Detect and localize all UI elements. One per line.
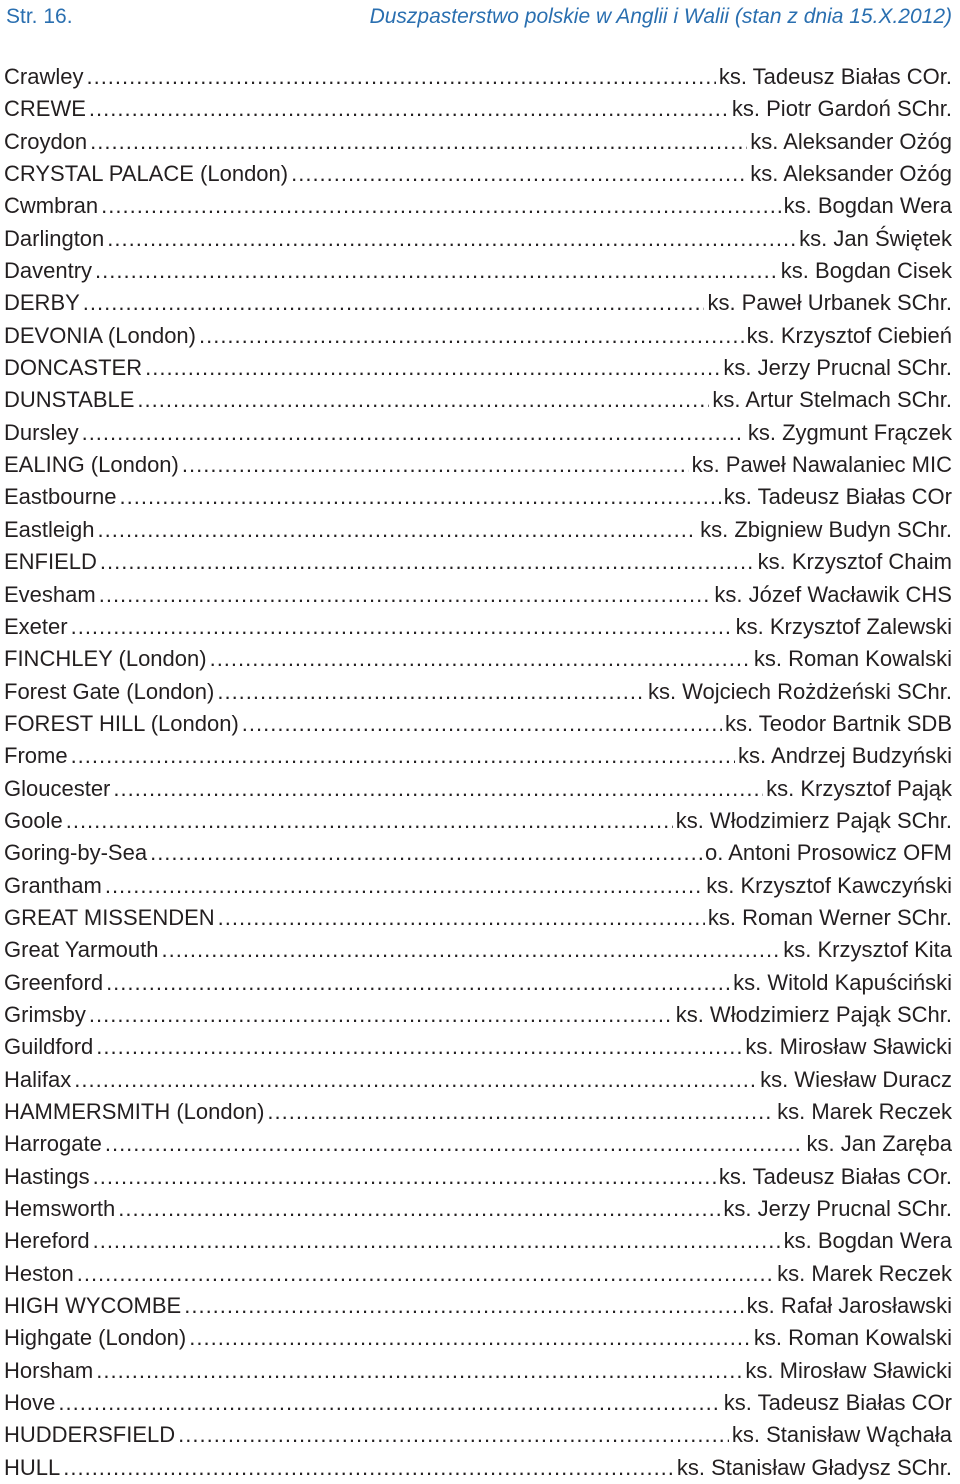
place-name: Hastings xyxy=(4,1163,90,1189)
place-name: EALING (London) xyxy=(4,452,179,478)
dot-leader xyxy=(93,1225,781,1257)
priest-name: ks. Rafał Jarosławski xyxy=(746,1293,952,1319)
priest-name: ks. Krzysztof Chaim xyxy=(757,549,952,575)
priest-name: ks. Andrzej Budzyński xyxy=(738,743,952,769)
priest-name: ks. Marek Reczek xyxy=(777,1099,952,1124)
place-name: Hemsworth xyxy=(4,1196,116,1222)
list-item xyxy=(4,773,952,805)
priest-name: ks. Krzysztof Kawczyński xyxy=(706,872,952,898)
dot-leader xyxy=(77,1258,774,1290)
priest-name: ks. Józef Wacławik CHS xyxy=(714,581,952,607)
priest-name: ks. Krzysztof Kita xyxy=(783,937,952,963)
dot-leader xyxy=(90,126,747,158)
list-item xyxy=(4,999,952,1031)
place-name: Dursley xyxy=(4,419,79,445)
priest-name: ks. Roman Werner SChr. xyxy=(707,904,952,930)
place-name: Eastbourne xyxy=(4,484,117,510)
priest-name: ks. Stanisław Gładysz SChr. xyxy=(676,1454,952,1480)
list-item xyxy=(4,1225,952,1257)
list-item xyxy=(4,967,952,999)
list-item xyxy=(4,1258,952,1290)
place-name: Halifax xyxy=(4,1066,72,1092)
place-name: Forest Gate (London) xyxy=(4,678,215,704)
page-header xyxy=(6,0,952,34)
place-name: Greenford xyxy=(4,969,104,995)
list-item xyxy=(4,190,952,222)
dot-leader xyxy=(145,352,720,384)
dot-leader xyxy=(93,1161,716,1193)
dot-leader xyxy=(267,1096,774,1128)
list-item xyxy=(4,902,952,934)
place-name: Eastleigh xyxy=(4,516,95,542)
priest-name: ks. Stanisław Wąchała xyxy=(731,1422,952,1448)
priest-name: ks. Piotr Gardoń SChr. xyxy=(731,96,952,122)
dot-leader xyxy=(150,837,702,869)
place-name: DERBY xyxy=(4,290,80,316)
list-item xyxy=(4,643,952,675)
list-item xyxy=(4,676,952,708)
list-item xyxy=(4,352,952,384)
dot-leader xyxy=(95,255,778,287)
place-name: DONCASTER xyxy=(4,355,143,381)
place-name: Highgate (London) xyxy=(4,1325,187,1351)
list-item xyxy=(4,740,952,772)
dot-leader xyxy=(105,1128,804,1160)
place-name: Cwmbran xyxy=(4,193,99,219)
list-item xyxy=(4,384,952,416)
list-item xyxy=(4,1193,952,1225)
priest-name: ks. Aleksander Ożóg xyxy=(750,128,952,154)
list-item xyxy=(4,1419,952,1451)
dot-leader xyxy=(107,223,796,255)
list-item xyxy=(4,1355,952,1387)
priest-name: ks. Roman Kowalski xyxy=(753,1325,952,1351)
place-name: Evesham xyxy=(4,581,96,607)
priest-name: ks. Tadeusz Białas COr xyxy=(723,484,952,510)
priest-name: ks. Tadeusz Białas COr xyxy=(723,1390,952,1416)
dot-leader xyxy=(89,999,673,1031)
place-name: Croydon xyxy=(4,128,88,154)
dot-leader xyxy=(184,1290,743,1322)
place-name: Exeter xyxy=(4,613,68,639)
priest-name: ks. Włodzimierz Pająk SChr. xyxy=(675,1001,952,1027)
priest-name: ks. Krzysztof Ciebień xyxy=(746,322,952,348)
place-name: Hereford xyxy=(4,1228,90,1254)
place-name: Hove xyxy=(4,1390,56,1416)
list-item xyxy=(4,481,952,513)
place-name: FINCHLEY (London) xyxy=(4,646,207,672)
place-name: Guildford xyxy=(4,1034,94,1060)
priest-name: ks. Wojciech Rożdżeński SChr. xyxy=(647,678,952,704)
priest-name: ks. Jan Zaręba xyxy=(806,1131,952,1157)
priest-name: ks. Roman Kowalski xyxy=(753,646,952,672)
dot-leader xyxy=(71,611,733,643)
document-title: Duszpasterstwo polskie w Anglii i Walii (stan z dnia 15.X.2012) xyxy=(369,5,952,28)
dot-leader xyxy=(83,287,705,319)
dot-leader xyxy=(218,902,705,934)
list-item xyxy=(4,708,952,740)
place-name: Frome xyxy=(4,743,68,769)
priest-name: o. Antoni Prosowicz OFM xyxy=(705,840,952,866)
priest-name: ks. Marek Reczek xyxy=(777,1260,952,1286)
list-item xyxy=(4,837,952,869)
priest-name: ks. Zygmunt Frączek xyxy=(747,419,952,445)
place-name: CRYSTAL PALACE (London) xyxy=(4,161,289,187)
dot-leader xyxy=(137,384,709,416)
list-item xyxy=(4,1387,952,1419)
dot-leader xyxy=(105,870,703,902)
priest-name: ks. Mirosław Sławicki xyxy=(745,1357,952,1383)
list-item xyxy=(4,1290,952,1322)
place-name: DUNSTABLE xyxy=(4,387,135,413)
list-item xyxy=(4,805,952,837)
dot-leader xyxy=(182,449,689,481)
dot-leader xyxy=(100,546,755,578)
list-item xyxy=(4,126,952,158)
priest-name: ks. Wiesław Duracz xyxy=(760,1066,952,1092)
place-name: Darlington xyxy=(4,225,105,251)
priest-name: ks. Tadeusz Białas COr. xyxy=(718,1163,952,1189)
dot-leader xyxy=(101,190,781,222)
priest-name: ks. Bogdan Cisek xyxy=(780,258,952,284)
list-item xyxy=(4,223,952,255)
dot-leader xyxy=(96,1031,742,1063)
place-name: Daventry xyxy=(4,258,93,284)
list-item xyxy=(4,1096,952,1128)
list-item xyxy=(4,287,952,319)
list-item xyxy=(4,449,952,481)
dot-leader xyxy=(199,320,744,352)
list-item xyxy=(4,546,952,578)
dot-leader xyxy=(96,1355,742,1387)
dot-leader xyxy=(210,643,751,675)
priest-name: ks. Jerzy Prucnal SChr. xyxy=(723,1196,952,1222)
priest-name: ks. Paweł Nawalaniec MIC xyxy=(691,452,952,478)
place-name: Horsham xyxy=(4,1357,94,1383)
list-item xyxy=(4,417,952,449)
list-item xyxy=(4,1128,952,1160)
dot-leader xyxy=(86,61,715,93)
dot-leader xyxy=(98,514,698,546)
place-name: Heston xyxy=(4,1260,74,1286)
place-name: Goole xyxy=(4,807,63,833)
priest-name: ks. Bogdan Wera xyxy=(783,193,952,219)
priest-name: ks. Zbigniew Budyn SChr. xyxy=(700,516,952,542)
dot-leader xyxy=(161,934,780,966)
dot-leader xyxy=(106,967,730,999)
dot-leader xyxy=(89,93,729,125)
priest-name: ks. Mirosław Sławicki xyxy=(745,1034,952,1060)
priest-name: ks. Paweł Urbanek SChr. xyxy=(707,290,952,316)
priest-name: ks. Artur Stelmach SChr. xyxy=(712,387,952,413)
place-name: Gloucester xyxy=(4,775,111,801)
dot-leader xyxy=(82,417,745,449)
list-item xyxy=(4,934,952,966)
priest-name: ks. Aleksander Ożóg xyxy=(750,161,952,187)
place-name: HUDDERSFIELD xyxy=(4,1422,176,1448)
place-name: HAMMERSMITH (London) xyxy=(4,1099,265,1124)
place-name: Goring-by-Sea xyxy=(4,840,148,866)
dot-leader xyxy=(63,1452,674,1484)
place-name: ENFIELD xyxy=(4,549,97,575)
page-number: Str. 16. xyxy=(6,5,73,28)
dot-leader xyxy=(66,805,673,837)
priest-name: ks. Krzysztof Pająk xyxy=(766,775,952,801)
dot-leader xyxy=(120,481,721,513)
place-name: DEVONIA (London) xyxy=(4,322,196,348)
list-item xyxy=(4,1064,952,1096)
priest-name: ks. Jerzy Prucnal SChr. xyxy=(723,355,952,381)
place-name: Crawley xyxy=(4,64,84,89)
place-name: Great Yarmouth xyxy=(4,937,159,963)
list-item xyxy=(4,514,952,546)
place-name: HIGH WYCOMBE xyxy=(4,1293,182,1319)
place-name: Grimsby xyxy=(4,1001,86,1027)
priest-name: ks. Krzysztof Zalewski xyxy=(735,613,952,639)
list-item xyxy=(4,579,952,611)
dot-leader xyxy=(291,158,747,190)
list-item xyxy=(4,1161,952,1193)
priest-name: ks. Teodor Bartnik SDB xyxy=(724,710,952,736)
dot-leader xyxy=(71,740,735,772)
list-item xyxy=(4,61,952,93)
dot-leader xyxy=(189,1322,751,1354)
dot-leader xyxy=(74,1064,757,1096)
dot-leader xyxy=(58,1387,720,1419)
list-item xyxy=(4,1031,952,1063)
priest-name: ks. Włodzimierz Pająk SChr. xyxy=(675,807,952,833)
place-name: CREWE xyxy=(4,96,86,122)
list-item xyxy=(4,870,952,902)
place-name: GREAT MISSENDEN xyxy=(4,904,215,930)
list-item xyxy=(4,1322,952,1354)
place-name: Harrogate xyxy=(4,1131,102,1157)
priest-name: ks. Witold Kapuściński xyxy=(733,969,952,995)
list-item xyxy=(4,320,952,352)
list-item xyxy=(4,93,952,125)
list-item xyxy=(4,158,952,190)
dot-leader xyxy=(217,676,645,708)
place-name: Grantham xyxy=(4,872,102,898)
list-item xyxy=(4,255,952,287)
dot-leader xyxy=(99,579,712,611)
dot-leader xyxy=(118,1193,720,1225)
dot-leader xyxy=(178,1419,729,1451)
place-name: HULL xyxy=(4,1454,61,1480)
priest-name: ks. Tadeusz Białas COr. xyxy=(718,64,952,89)
list-item xyxy=(4,1452,952,1484)
dot-leader xyxy=(113,773,763,805)
priest-name: ks. Jan Świętek xyxy=(799,225,952,251)
place-name: FOREST HILL (London) xyxy=(4,710,239,736)
priest-name: ks. Bogdan Wera xyxy=(783,1228,952,1254)
dot-leader xyxy=(242,708,722,740)
list-item xyxy=(4,611,952,643)
parish-list xyxy=(4,61,952,1484)
